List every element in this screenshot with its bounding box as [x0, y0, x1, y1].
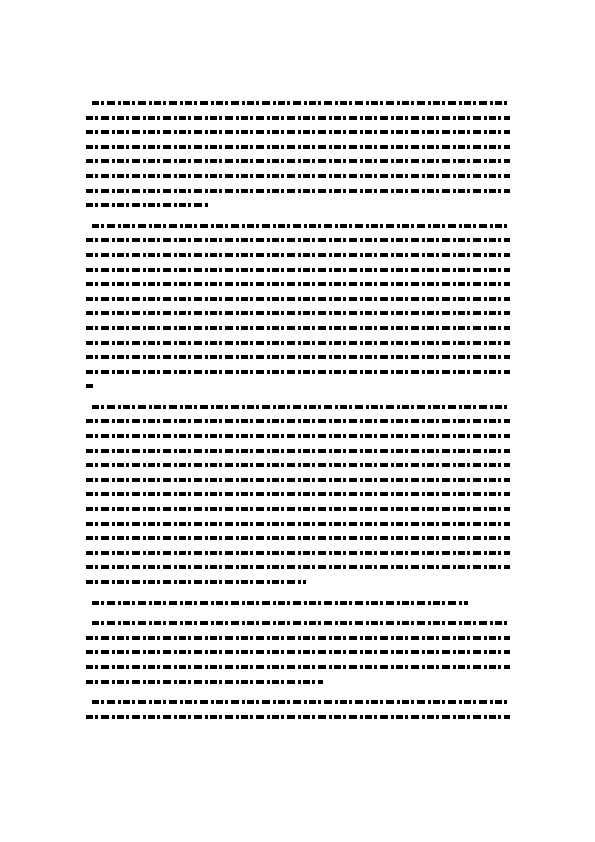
- paragraph: [86, 596, 510, 611]
- text-line: [86, 517, 510, 532]
- text-line: [86, 502, 510, 517]
- text-line: [86, 444, 510, 459]
- text-line: [86, 277, 510, 292]
- text-line: [86, 336, 510, 351]
- paragraph: [86, 96, 510, 213]
- paragraph: [86, 219, 510, 394]
- text-line: [86, 695, 510, 710]
- text-line: [86, 560, 510, 575]
- text-line: [86, 350, 510, 365]
- text-line: [86, 531, 510, 546]
- text-line: [86, 710, 510, 725]
- text-line: [86, 248, 510, 263]
- text-line: [86, 596, 510, 611]
- text-line: [86, 198, 510, 213]
- text-line: [86, 675, 510, 690]
- text-line: [86, 184, 510, 199]
- text-line: [86, 458, 510, 473]
- text-line: [86, 473, 510, 488]
- text-line: [86, 125, 510, 140]
- text-line: [86, 546, 510, 561]
- text-line: [86, 219, 510, 234]
- text-line: [86, 111, 510, 126]
- text-line: [86, 631, 510, 646]
- text-line: [86, 292, 510, 307]
- text-line: [86, 154, 510, 169]
- paragraph: [86, 616, 510, 689]
- text-line: [86, 429, 510, 444]
- text-line: [86, 487, 510, 502]
- text-line: [86, 321, 510, 336]
- text-line: [86, 140, 510, 155]
- text-line: [86, 575, 510, 590]
- text-line: [86, 616, 510, 631]
- text-line: [86, 233, 510, 248]
- text-line: [86, 96, 510, 111]
- text-line: [86, 169, 510, 184]
- text-line: [86, 645, 510, 660]
- text-line: [86, 660, 510, 675]
- text-line: [86, 379, 510, 394]
- paragraph: [86, 695, 510, 724]
- body-text: [86, 96, 510, 730]
- text-line: [86, 400, 510, 415]
- paragraph: [86, 400, 510, 590]
- text-line: [86, 306, 510, 321]
- text-line: [86, 263, 510, 278]
- text-line: [86, 365, 510, 380]
- text-line: [86, 414, 510, 429]
